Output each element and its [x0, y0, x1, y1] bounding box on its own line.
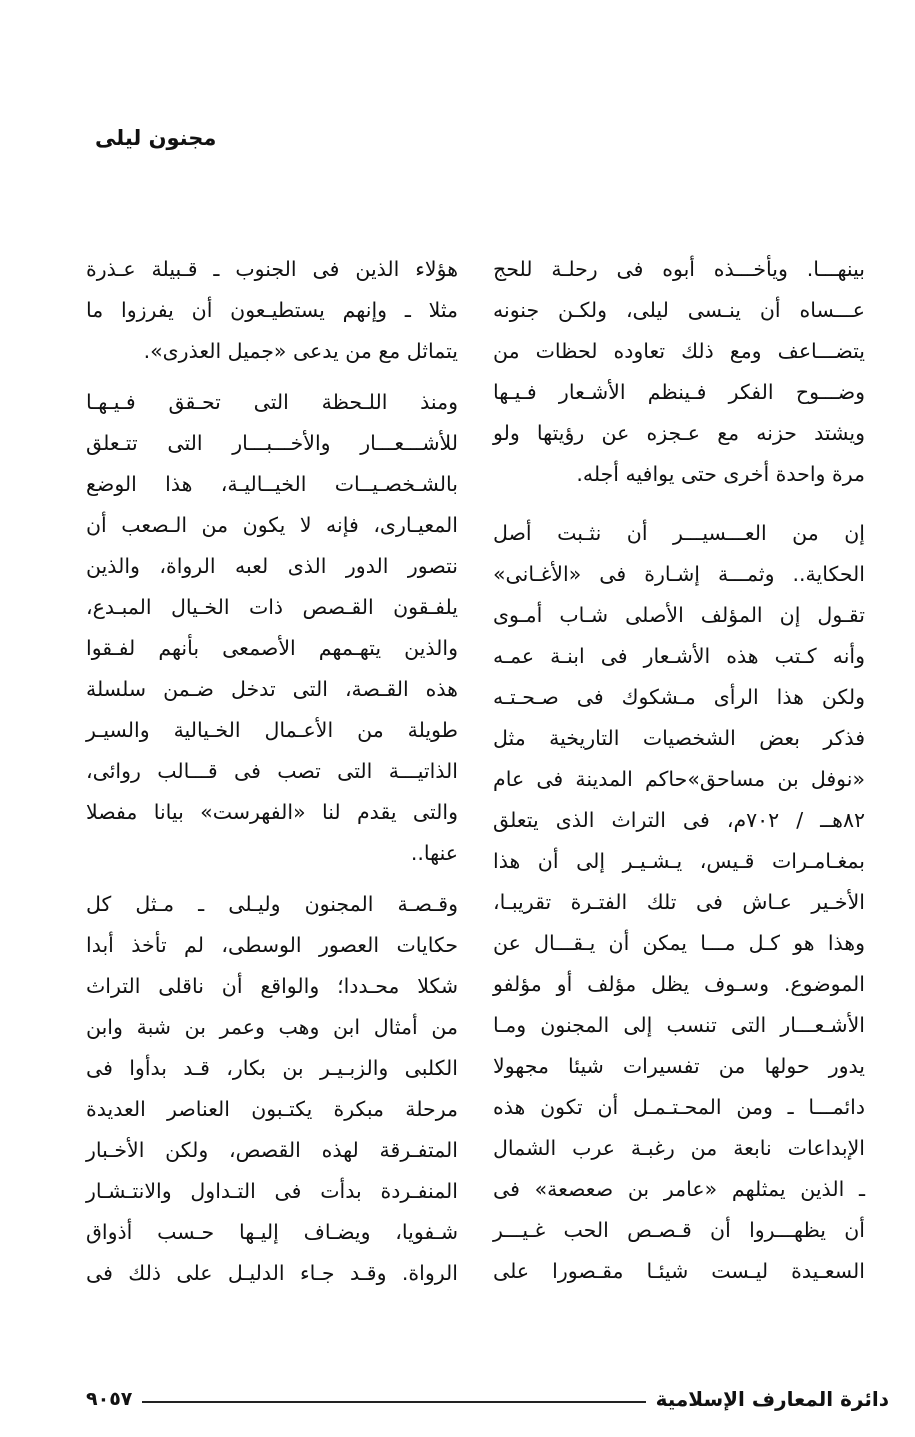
text-line: عـــساه أن ينـسى ليلى، ولكـن جنونه [493, 298, 865, 322]
text-line: وقـصـة المجنون وليـلى ـ مـثل كل [86, 892, 458, 916]
text-line: يتضـــاعف ومع ذلك تعاوده لحظات من [493, 339, 865, 363]
text-line: السعـيدة ليـست شيئـا مقـصورا على [493, 1259, 865, 1283]
page-footer [86, 1384, 889, 1414]
text-line: الكلبى والزبـيـر بن بكار، قـد بدأوا فى [86, 1056, 458, 1080]
text-line: ويشتد حزنه مع عـجزه عن رؤيتها ولو [493, 421, 865, 445]
text-line: ومنذ اللـحظة التى تحـقق فـيـهـا [86, 390, 458, 414]
text-line: ـ الذين يمثلهم «عامر بن صعصعة» فى [493, 1177, 865, 1201]
paragraph [86, 249, 458, 372]
text-line: شـفويا، ويضـاف إليـها حـسب أذواق [86, 1220, 458, 1244]
text-line: ولكن هذا الرأى مـشكوك فى صـحـتـه [493, 685, 865, 709]
text-line: بالشـخصـيــات الخيــاليـة، هذا الوضع [86, 472, 458, 496]
text-line: ٨٢هــ / ٧٠٢م، فى التراث الذى يتعلق [493, 808, 865, 832]
text-line: نتصور الدور الذى لعبه الرواة، والذين [86, 554, 458, 578]
text-line: حكايات العصور الوسطى، لم تأخذ أبدا [86, 933, 458, 957]
text-line: والذين يتهـمهم الأصمعى بأنهم لفـقوا [86, 636, 458, 660]
text-line: المعيـارى، فإنه لا يكون من الـصعب أن [86, 513, 458, 537]
text-line: الإبداعات نابعة من رغبـة عرب الشمال [493, 1136, 865, 1160]
text-line: الحكاية.. وثمـــة إشـارة فى «الأغـانى» [493, 562, 865, 586]
text-line: فذكر بعض الشخصيات التاريخية مثل [493, 726, 865, 750]
text-line: مثلا ـ وإنهم يستطيـعون أن يفرزوا ما [86, 298, 458, 322]
text-line: شكلا محـددا؛ والواقع أن ناقلى التراث [86, 974, 458, 998]
text-line: من أمثال ابن وهب وعمر بن شبة وابن [86, 1015, 458, 1039]
text-line: وضـــوح الفكر فـينظم الأشـعار فـيـها [493, 380, 865, 404]
text-line: الموضوع. وسـوف يظل مؤلف أو مؤلفو [493, 972, 865, 996]
text-line: إن من العـــسيـــر أن نثـبت أصل [493, 521, 865, 545]
text-line: تقـول إن المؤلف الأصلى شـاب أمـوى [493, 603, 865, 627]
text-line: المتفـرقة لهذه القصص، ولكن الأخـبار [86, 1138, 458, 1162]
text-line: وأنه كـتب هذه الأشـعار فى ابنـة عمـه [493, 644, 865, 668]
text-line: والتى يقدم لنا «الفهرست» بيانا مفصلا [86, 800, 458, 824]
text-line: طويلة من الأعـمال الخـيالية والسيـر [86, 718, 458, 742]
text-line: الأشـعـــار التى تنسب إلى المجنون ومـا [493, 1013, 865, 1037]
paragraph [86, 884, 458, 1294]
footer-rule [142, 1401, 645, 1403]
text-line: هؤلاء الذين فى الجنوب ـ قـبيلة عـذرة [86, 257, 458, 281]
footer-publication-title: دائرة المعارف الإسلامية [655, 1387, 889, 1411]
text-line: بينهـــا. ويأخـــذه أبوه فى رحلـة للحج [493, 257, 865, 281]
text-line: الذاتيـــة التى تصب فى قـــالب روائى، [86, 759, 458, 783]
text-line: المنفـردة بدأت فى التـداول والانتـشـار [86, 1179, 458, 1203]
text-line: وهذا هو كـل مـــا يمكن أن يـقـــال عن [493, 931, 865, 955]
text-line: يلفـقون القـصص ذات الخـيال المبـدع، [86, 595, 458, 619]
left-text-column [86, 249, 458, 1294]
text-line: الأخـير عـاش فى تلك الفتـرة تقريبـا، [493, 890, 865, 914]
page-number: ٩٠٥٧ [86, 1388, 133, 1410]
text-line: للأشـــعـــار والأخـــبـــار التى تتـعلق [86, 431, 458, 455]
paragraph [493, 513, 865, 1292]
right-text-column [493, 249, 865, 1292]
running-header: مجنون ليلى [95, 126, 217, 150]
text-line: هذه القـصة، التى تدخل ضـمن سلسلة [86, 677, 458, 701]
text-line: يتماثل مع من يدعى «جميل العذرى». [143, 339, 458, 363]
paragraph [493, 249, 865, 495]
text-line: دائمـــا ـ ومن المحـتـمـل أن تكون هذه [493, 1095, 865, 1119]
text-line: عنها.. [410, 841, 458, 865]
text-line: الرواة. وقـد جـاء الدليـل على ذلك فى [86, 1261, 458, 1285]
text-line: مرة واحدة أخرى حتى يوافيه أجله. [576, 462, 865, 486]
text-line: مرحلة مبكرة يكتـبون العناصر العديدة [86, 1097, 458, 1121]
paragraph [86, 382, 458, 874]
text-line: «نوفل بن مساحق»حاكم المدينة فى عام [493, 767, 865, 791]
text-line: يدور حولها من تفسيرات شيئا مجهولا [493, 1054, 865, 1078]
text-line: أن يظهـــروا أن قـصـص الحب غـيـــر [493, 1218, 865, 1242]
text-line: بمغـامـرات قـيس، يـشـيـر إلى أن هذا [493, 849, 865, 873]
